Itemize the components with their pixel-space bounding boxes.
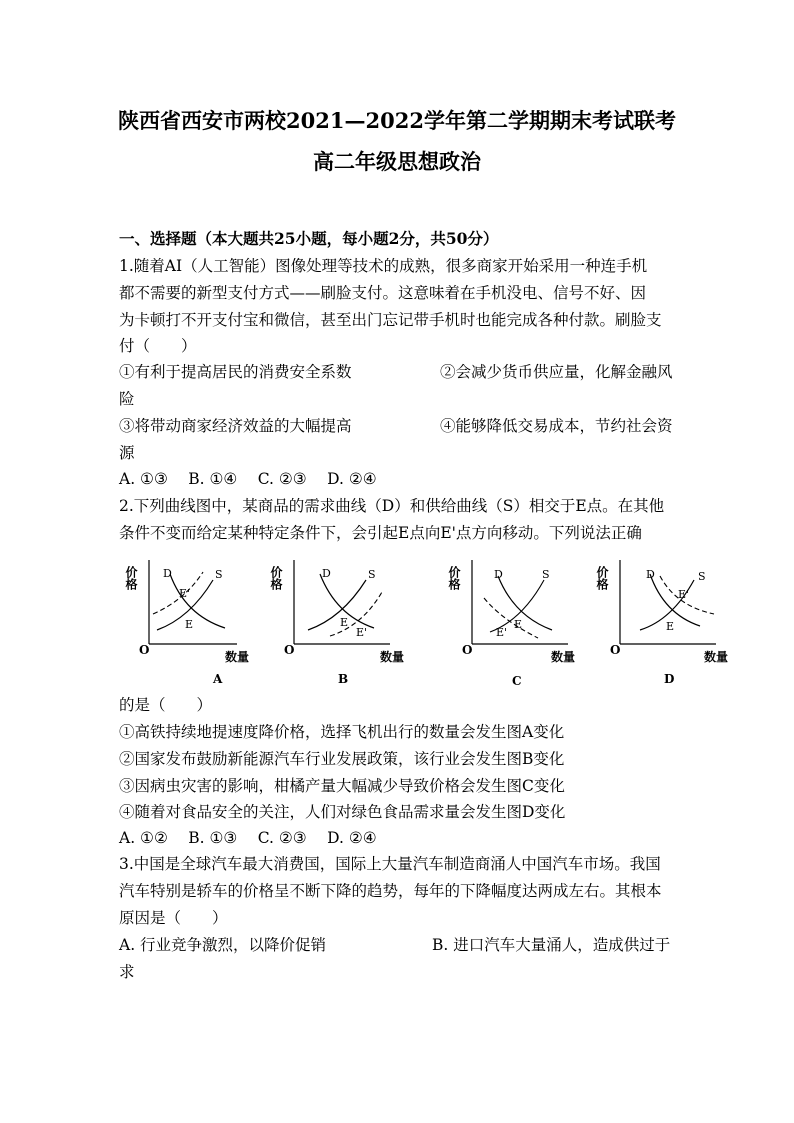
q1-line-4: 付（ ） xyxy=(119,337,197,355)
supply-demand-figure-d xyxy=(596,550,736,690)
origin-label: O xyxy=(284,643,295,657)
q1-option-4: ④能够降低交易成本，节约社会资 xyxy=(440,417,673,435)
q1-option-3: ③将带动商家经济效益的大幅提高 xyxy=(119,417,352,435)
title-line-2: 高二年级思想政治 xyxy=(313,149,481,174)
panel-label-a: A xyxy=(213,672,223,686)
q1-option-4-wrap: 源 xyxy=(119,444,135,462)
demand-label: D xyxy=(646,568,655,581)
q2-item-4: ④随着对食品安全的关注，人们对绿色食品需求量会发生图D变化 xyxy=(119,803,566,821)
q1-option-2: ②会减少货币供应量，化解金融风 xyxy=(440,363,673,381)
x-axis-label: 数量 xyxy=(551,650,576,664)
supply-label: S xyxy=(215,568,223,581)
demand-label: D xyxy=(163,567,172,580)
origin-label: O xyxy=(462,643,473,657)
q3-option-a: A. 行业竞争激烈，以降价促销 xyxy=(119,936,327,954)
x-axis-label: 数量 xyxy=(704,650,729,664)
point-e-prime: E' xyxy=(678,588,690,601)
panel-label-d: D xyxy=(664,672,675,686)
supply-demand-figure-b xyxy=(270,550,410,690)
q2-item-3: ③因病虫灾害的影响，柑橘产量大幅减少导致价格会发生图C变化 xyxy=(119,777,565,795)
demand-label: D xyxy=(322,567,331,580)
panel-label-c: C xyxy=(512,674,522,688)
q1-line-3: 为卡顿打不开支付宝和微信，甚至出门忘记带手机时也能完成各种付款。刷脸支 xyxy=(119,311,662,329)
point-e: E xyxy=(340,616,349,629)
q3-option-b: B. 进口汽车大量涌人，造成供过于 xyxy=(432,936,671,954)
q1-line-2: 都不需要的新型支付方式——刷脸支付。这意味着在手机没电、信号不好、因 xyxy=(119,284,647,302)
point-e-prime: E' xyxy=(496,626,508,639)
title-line-1: 陕西省西安市两校2021—2022学年第二学期期末考试联考 xyxy=(118,108,676,133)
y-axis-label: 价格 xyxy=(124,566,138,590)
q3-option-b-wrap: 求 xyxy=(119,963,135,981)
x-axis-label: 数量 xyxy=(380,650,405,664)
q3-line-1: 3.中国是全球汽车最大消费国，国际上大量汽车制造商涌人中国汽车市场。我国 xyxy=(119,855,661,873)
q2-line-2: 条件不变而给定某种特定条件下，会引起E点向E'点方向移动。下列说法正确 xyxy=(119,524,642,542)
point-e: E xyxy=(185,618,194,631)
supply-label: S xyxy=(368,568,376,581)
supply-label: S xyxy=(542,568,550,581)
supply-demand-figure-a xyxy=(124,550,250,690)
y-axis-label: 价格 xyxy=(595,566,609,590)
q2-stem-end: 的是（ ） xyxy=(119,696,213,714)
demand-label: D xyxy=(494,568,503,581)
q2-line-1: 2.下列曲线图中，某商品的需求曲线（D）和供给曲线（S）相交于E点。在其他 xyxy=(119,497,665,515)
supply-demand-figure-c xyxy=(448,550,588,690)
point-e-prime: E' xyxy=(356,626,368,639)
supply-label: S xyxy=(698,570,706,583)
q2-item-1: ①高铁持续地提速度降价格，选择飞机出行的数量会发生图A变化 xyxy=(119,723,565,741)
q3-line-3: 原因是（ ） xyxy=(119,909,228,927)
q3-line-2: 汽车特别是轿车的价格呈不断下降的趋势，每年的下降幅度达两成左右。其根本 xyxy=(119,882,662,900)
origin-label: O xyxy=(610,643,621,657)
origin-label: O xyxy=(139,643,150,657)
y-axis-label: 价格 xyxy=(447,566,461,590)
point-e: E xyxy=(666,620,675,633)
point-e-prime: E' xyxy=(179,587,191,600)
x-axis-label: 数量 xyxy=(225,650,250,664)
q2-item-2: ②国家发布鼓励新能源汽车行业发展政策，该行业会发生图B变化 xyxy=(119,750,565,768)
q1-option-2-wrap: 险 xyxy=(119,390,135,408)
q1-option-1: ①有利于提高居民的消费安全系数 xyxy=(119,363,352,381)
section-heading: 一、选择题（本大题共25小题，每小题2分，共50分） xyxy=(119,229,499,248)
panel-label-b: B xyxy=(338,672,349,686)
q1-line-1: 1.随着AI（人工智能）图像处理等技术的成熟，很多商家开始采用一种连手机 xyxy=(119,257,648,275)
y-axis-label: 价格 xyxy=(269,566,283,590)
q1-choices: A. ①③ B. ①④ C. ②③ D. ②④ xyxy=(119,470,377,488)
q2-choices: A. ①② B. ①③ C. ②③ D. ②④ xyxy=(119,829,377,847)
point-e: E xyxy=(514,618,523,631)
